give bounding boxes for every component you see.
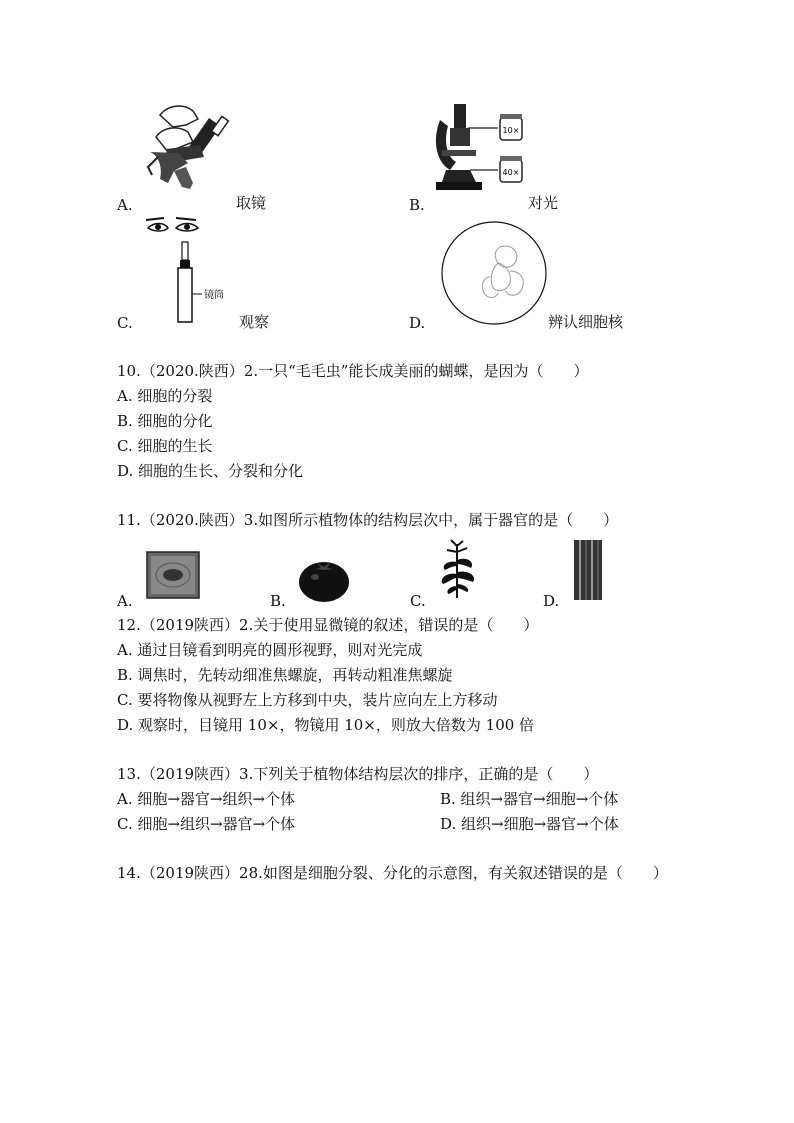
q12-option-d: D. 观察时，目镜用 10×，物镜用 10×，则放大倍数为 100 倍 <box>117 716 535 734</box>
eyepiece-10x-label: 10× <box>502 126 520 135</box>
q11-option-d: D. <box>543 592 560 610</box>
q13-option-b: B. 组织→器官→细胞→个体 <box>440 790 619 808</box>
q10-option-b: B. 细胞的分化 <box>117 412 213 430</box>
q13-option-d: D. 组织→细胞→器官→个体 <box>440 815 619 833</box>
q13-stem: 13.（2019陕西）3.下列关于植物体结构层次的排序，正确的是（ ） <box>117 765 599 783</box>
microscope-eyepieces-figure <box>432 100 542 200</box>
q9-option-c-label: 观察 <box>239 313 270 331</box>
tissue-section-image <box>146 551 200 599</box>
q11-option-c: C. <box>410 592 426 610</box>
q9-option-c-letter: C. <box>117 314 133 332</box>
q9-option-a-label: 取镜 <box>236 194 267 212</box>
tube-label: 镜筒 <box>204 290 224 301</box>
q9-option-b-letter: B. <box>409 196 425 214</box>
eyes-observing-figure <box>144 216 244 326</box>
q10-option-c: C. 细胞的生长 <box>117 437 213 455</box>
q12-option-a: A. 通过目镜看到明亮的圆形视野，则对光完成 <box>117 641 423 659</box>
q12-stem: 12.（2019陕西）2.关于使用显微镜的叙述，错误的是（ ） <box>117 616 539 634</box>
q10-stem: 10.（2020.陕西）2.一只“毛毛虫”能长成美丽的蝴蝶，是因为（ ） <box>117 362 589 380</box>
q11-option-b: B. <box>270 592 286 610</box>
q9-option-a-letter: A. <box>117 196 133 214</box>
q13-option-a: A. 细胞→器官→组织→个体 <box>117 790 296 808</box>
microscope-hand-figure <box>138 97 238 197</box>
q12-option-c: C. 要将物像从视野左上方移到中央，装片应向左上方移动 <box>117 691 498 709</box>
stem-section-image <box>573 539 603 601</box>
q12-option-b: B. 调焦时，先转动细准焦螺旋，再转动粗准焦螺旋 <box>117 666 453 684</box>
q11-stem: 11.（2020.陕西）3.如图所示植物体的结构层次中，属于器官的是（ ） <box>117 511 619 529</box>
tomato-image <box>297 557 351 603</box>
q10-option-a: A. 细胞的分裂 <box>117 387 213 405</box>
q10-option-d: D. 细胞的生长、分裂和分化 <box>117 462 304 480</box>
field-of-view-figure <box>440 221 550 327</box>
q9-option-d-letter: D. <box>409 314 426 332</box>
q13-option-c: C. 细胞→组织→器官→个体 <box>117 815 296 833</box>
q14-stem: 14.（2019陕西）28.如图是细胞分裂、分化的示意图，有关叙述错误的是（ ） <box>117 864 668 882</box>
eyepiece-40x-label: 40× <box>502 168 520 177</box>
q11-option-a: A. <box>117 592 133 610</box>
plant-image <box>437 538 479 600</box>
q9-option-d-label: 辨认细胞核 <box>548 313 624 331</box>
q9-option-b-label: 对光 <box>528 194 559 212</box>
